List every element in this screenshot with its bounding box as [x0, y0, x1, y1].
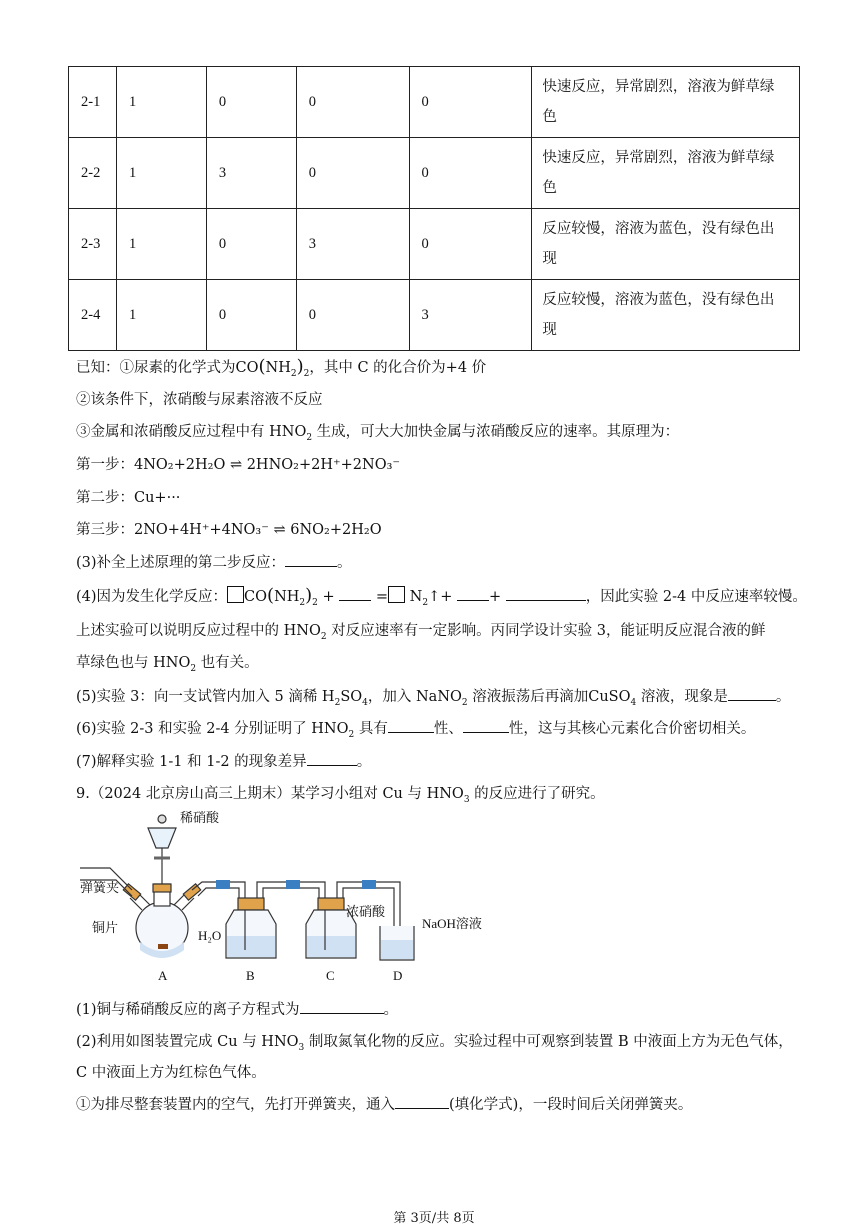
- observation-cell: [532, 138, 800, 209]
- table-cell: 0: [296, 67, 409, 138]
- table-cell: 2-3: [69, 209, 117, 280]
- table-cell: 2-2: [69, 138, 117, 209]
- question-9: 9.（2024 北京房山高三上期末）某学习小组对 Cu 与 $HNO_3$ 的反应进行了研究。: [76, 786, 605, 805]
- step-3: 第三步：2NO+4H⁺+4NO₃⁻ ⇌ 6NO₂+2H₂O: [76, 522, 382, 538]
- table-cell: 0: [409, 209, 532, 280]
- coefficient-box[interactable]: [227, 586, 244, 603]
- label-spring-clip: 弹簧夹: [80, 880, 120, 895]
- table-row: [69, 138, 800, 209]
- observation-text: 反应较慢，溶液为蓝色，没有绿色出: [542, 221, 775, 237]
- observation-text: 色: [542, 180, 557, 196]
- label-d: D: [393, 968, 403, 983]
- label-copper: 铜片: [92, 920, 119, 935]
- question-3: (3)补全上述原理的第二步反应： 。: [76, 552, 808, 574]
- label-dilute-acid: 稀硝酸: [180, 810, 220, 825]
- part-2-line2: C 中液面上方为红棕色气体。: [76, 1065, 266, 1081]
- page-footer: 第 3页/共 8页: [393, 1211, 475, 1226]
- table-row: [69, 209, 800, 280]
- question-4: (4)因为发生化学反应： $CO(NH_2)_2$ + = $N_2↑+$ + ，因此实验 2-4 中反应速率较慢。: [76, 585, 807, 608]
- observation-text: 现: [542, 251, 557, 267]
- label-c: C: [326, 968, 335, 983]
- table-cell: 0: [206, 209, 296, 280]
- table-row: [69, 280, 800, 351]
- question-5: (5)实验 3：向一支试管内加入 5 滴稀 $H_2SO_4$，加入 NaNO$_2$ 溶液振荡后再滴加CuSO$_4$ 溶液，现象是 。: [76, 686, 808, 714]
- part-1: (1)铜与稀硝酸反应的离子方程式为 。: [76, 999, 808, 1021]
- table-cell: 1: [116, 138, 206, 209]
- table-cell: 0: [206, 67, 296, 138]
- table-cell: 3: [409, 280, 532, 351]
- table-cell: 0: [296, 280, 409, 351]
- question-4-line2: 上述实验可以说明反应过程中的 $HNO_2$ 对反应速率有一定影响。丙同学设计实验 3，能证明反应混合液的鲜: [76, 623, 766, 642]
- known-3: ③金属和浓硝酸反应过程中有 $HNO_2$ 生成，可大大加快金属与浓硝酸反应的速率。其原理为：: [76, 424, 680, 443]
- observation-text: 快速反应，异常剧烈，溶液为鲜草绿: [542, 150, 775, 166]
- part-2-sub1: ①为排尽整套装置内的空气，先打开弹簧夹，通入 (填化学式)，一段时间后关闭弹簧夹。: [76, 1094, 808, 1116]
- table-cell: 0: [409, 138, 532, 209]
- observation-text: 色: [542, 109, 557, 125]
- question-6: (6)实验 2-3 和实验 2-4 分别证明了 $HNO_2$ 具有 性、 性，这与其核心元素化合价密切相关。: [76, 718, 808, 746]
- question-4-line3: 草绿色也与 $HNO_2$ 也有关。: [76, 655, 259, 674]
- coefficient-box[interactable]: [388, 586, 405, 603]
- bottle-b: [226, 898, 276, 958]
- observation-text: 反应较慢，溶液为蓝色，没有绿色出: [542, 292, 775, 308]
- label-b: B: [246, 968, 255, 983]
- observation-cell: [532, 67, 800, 138]
- table-cell: 2-4: [69, 280, 117, 351]
- beaker-d: [380, 926, 414, 960]
- known-1: 已知：①尿素的化学式为$CO(NH_2)_2$，其中 C 的化合价为+4 价: [76, 356, 487, 379]
- table-cell: 0: [409, 67, 532, 138]
- table-cell: 3: [206, 138, 296, 209]
- table-cell: 3: [296, 209, 409, 280]
- apparatus-figure: [80, 810, 520, 990]
- observation-cell: [532, 209, 800, 280]
- step-1: 第一步：4NO₂+2H₂O ⇌ 2HNO₂+2H⁺+2NO₃⁻: [76, 457, 401, 473]
- known-2: ②该条件下，浓硝酸与尿素溶液不反应: [76, 392, 323, 408]
- observation-cell: [532, 280, 800, 351]
- label-a: A: [158, 968, 168, 983]
- table-cell: 1: [116, 67, 206, 138]
- table-cell: 0: [296, 138, 409, 209]
- step-2: 第二步：Cu+···: [76, 490, 181, 506]
- experiment-table: [68, 66, 800, 351]
- table-cell: 2-1: [69, 67, 117, 138]
- table-cell: 0: [206, 280, 296, 351]
- table-cell: 1: [116, 280, 206, 351]
- part-2: (2)利用如图装置完成 Cu 与 $HNO_3$ 制取氮氧化物的反应。实验过程中可观察到装置 B 中液面上方为无色气体，: [76, 1034, 793, 1053]
- label-naoh: NaOH溶液: [422, 916, 482, 931]
- label-water: H₂O: [198, 928, 222, 943]
- table-row: [69, 67, 800, 138]
- question-7: (7)解释实验 1-1 和 1-2 的现象差异 。: [76, 751, 808, 773]
- observation-text: 现: [542, 322, 557, 338]
- observation-text: 快速反应，异常剧烈，溶液为鲜草绿: [542, 79, 775, 95]
- table-cell: 1: [116, 209, 206, 280]
- label-conc-acid: 浓硝酸: [346, 904, 386, 919]
